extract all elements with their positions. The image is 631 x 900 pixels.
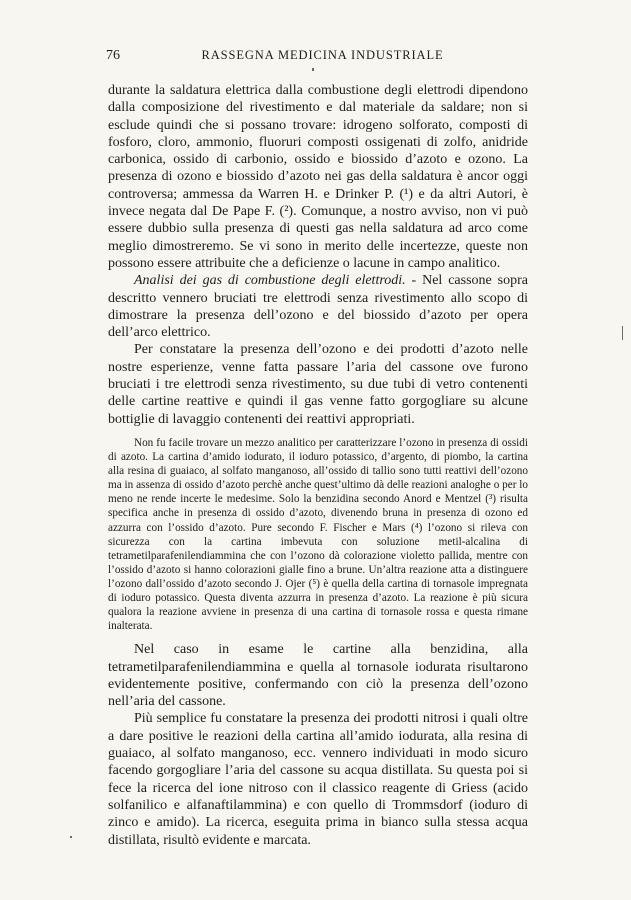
scan-mark bbox=[622, 326, 623, 340]
paragraph-6: Più semplice fu constatare la presenza dei prodotti nitrosi i quali oltre a dare positive le reazioni della cartina all’amido iodurata, alla resina di guaiaco, al solfato manganoso, ecc. vennero individuati in modo sicuro facendo gorgogliare l’aria del cassone su acqua distillata. Su questa poi si fece la ricerca del ione nitroso con il classico reagente di Griess (acido solfanilico e alfanaftilammina) e con quello di Trommsdorf (ioduro di zinco e amido). La ricerca, eseguita prima in bianco sulla stessa acqua distillata, risultò evidente e marcata. bbox=[108, 711, 528, 848]
running-title: RASSEGNA MEDICINA INDUSTRIALE bbox=[201, 48, 444, 62]
paragraph-4-small-print: Non fu facile trovare un mezzo analitico per caratterizzare l’ozono in presenza di ossidi di azoto. La cartina d’amido iodurato, il ioduro potassico, d’argento, di piombo, la cartina alla resina di guaiaco, al solfato manganoso, all’ossido di tallio sono tutti reattivi dell’ozono ma in assenza di ossido d’azoto perchè anche quest’ultimo dà delle reazioni analoghe o per lo meno ne rende incerte le medesime. Solo la benzidina secondo Anord e Mentzel (³) risulta specifica anche in presenza di ossido d’azoto, divenendo bruna in presenza di ozono ed azzurra con l’ossido d’azoto. Pure secondo F. Fischer e Mars (⁴) l’ozono si rileva con sicurezza con la cartina imbevuta con soluzione metil-alcalina di tetrametilparafenilendiammina che con l’ozono dà colorazione violetto pallida, mentre con l’ossido d’azoto si hanno colorazioni gialle fino a brune. Un’altra reazione atta a distinguere l’ozono dall’ossido d’azoto secondo J. Ojer (⁵) è quella della cartina di tornasole impregnata di ioduro potassico. Questa diventa azzurra in presenza d’azoto. La reazione è più sicura qualora la reazione avviene in presenza di una cartina di tornasole rossa e questa rimane inalterata. bbox=[108, 436, 528, 633]
page-number: 76 bbox=[106, 48, 120, 63]
scan-mark bbox=[70, 836, 72, 838]
scan-mark bbox=[312, 68, 314, 71]
body-text bbox=[108, 82, 528, 849]
paragraph-2-text: - Nel cassone sopra descritto vennero bruciati tre elettrodi senza rivestimento allo scopo di dimostrare la presenza dell’ozono e del biossido d’azoto per opera dell’arco elettrico. bbox=[108, 273, 528, 341]
page-header bbox=[106, 48, 539, 66]
paragraph-2 bbox=[108, 272, 528, 341]
paragraph-1: durante la saldatura elettrica dalla combustione degli elettrodi dipendono dalla composizione del rivestimento e dal materiale da saldare; non si esclude quindi che si possano trovare: idrogeno solforato, composti di fosforo, cloro, ammonio, fluoruri composti ossigenati di zolfo, anidride carbonica, ossido di carbonio, ossido e biossido d’azoto e ozono. La presenza di ozono e biossido d’azoto nei gas della saldatura è ancor oggi controversa; ammessa da Warren H. e Drinker P. (¹) e da altri Autori, è invece negata dal De Pape F. (²). Comunque, a nostro avviso, non vi può essere dubbio sulla presenza di questi gas nella saldatura ad arco come meglio dimostreremo. Se vi sono in merito delle incertezze, queste non possono essere attribuite che a deficienze o lacune in campo analitico. bbox=[108, 83, 528, 271]
section-heading: Analisi dei gas di combustione degli elettrodi. bbox=[134, 273, 406, 289]
paragraph-5: Nel caso in esame le cartine alla benzidina, alla tetrametilparafenilendiammina e quella al tornasole iodurata risultarono evidentemente positive, confermando con ciò la presenza dell’ozono nell’aria del cassone. bbox=[108, 642, 528, 710]
paragraph-3: Per constatare la presenza dell’ozono e dei prodotti d’azoto nelle nostre esperienze, venne fatta passare l’aria del cassone ove furono bruciati i tre elettrodi senza rivestimento, su due tubi di vetro contenenti delle cartine reattive e quindi il gas venne fatto gorgogliare su alcune bottiglie di lavaggio contenenti dei reattivi appropriati. bbox=[108, 342, 528, 427]
